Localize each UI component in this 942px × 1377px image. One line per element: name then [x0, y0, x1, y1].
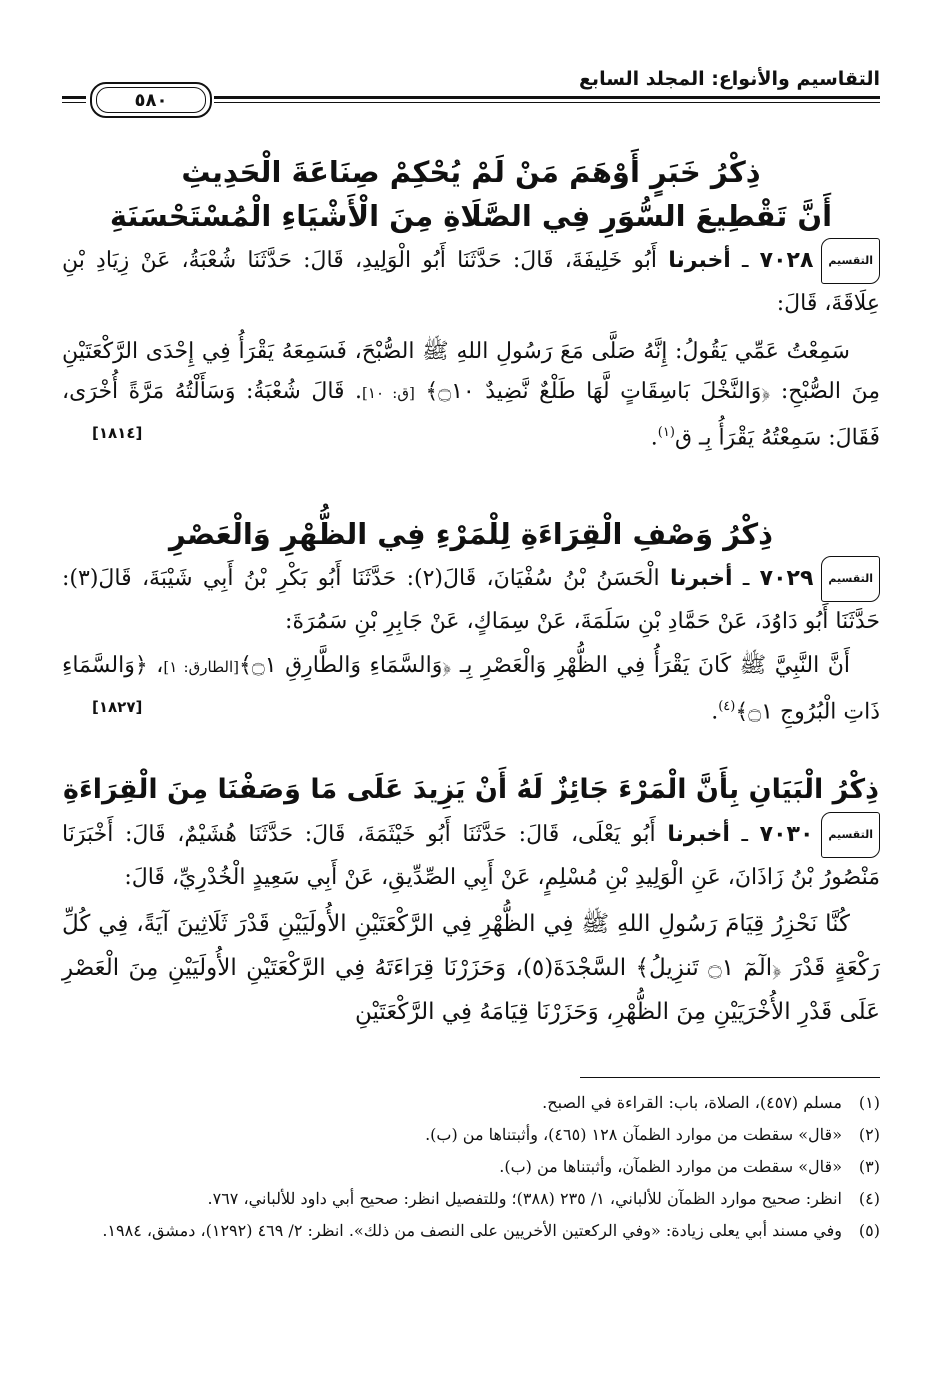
- footnote-item: [62, 1088, 880, 1118]
- section-heading-line: ذِكْرُ الْبَيَانِ بِأَنَّ الْمَرْءَ جَائِزٌ لَهُ أَنْ يَزِيدَ عَلَى مَا وَصَفْنَا مِنَ الْقِرَاءَةِ: [63, 774, 879, 805]
- running-title: التقاسيم والأنواع: المجلد السابع: [578, 68, 880, 90]
- footnote-number: (٢): [858, 1125, 880, 1144]
- footnote-separator: [580, 1077, 880, 1078]
- header-rule-thick: [214, 96, 880, 99]
- footnotes: [62, 1088, 880, 1248]
- section-1: [62, 150, 880, 458]
- footnote-item: [62, 1184, 880, 1214]
- taqsim-marker: التقسيم: [821, 238, 880, 284]
- verse-reference: [الطارق: ١]: [163, 658, 239, 676]
- section-3: [62, 768, 880, 1034]
- footnote-number: (٥): [858, 1221, 880, 1240]
- akhbarana-word: أخبرنا: [667, 822, 730, 847]
- header-rule-left-thin: [62, 102, 86, 103]
- section-heading-line: ذِكْرُ خَبَرٍ أَوْهَمَ مَنْ لَمْ يُحْكِمْ صِنَاعَةَ الْحَدِيثِ: [181, 155, 761, 189]
- page-header: [62, 62, 880, 118]
- matn-text: أَنَّ النَّبِيَّ ﷺ كَانَ يَقْرَأُ فِي الظُّهْرِ وَالْعَصْرِ بِـ ﴿وَالسَّمَاءِ وَالطَّارِقِ ۝١﴾: [238, 653, 850, 678]
- hadith-isnad: التقسيم٧٠٢٨ ـ أخبرنا أَبُو خَلِيفَةَ، قَالَ: حَدَّثَنَا أَبُو الْوَلِيدِ، قَالَ: حَدَّثَنَا شُعْبَةُ، عَنْ زِيَادِ بْنِ عِلَاقَةَ، قَالَ:: [62, 238, 880, 324]
- footnote-number: (٤): [858, 1189, 880, 1208]
- verse-reference: [ق: ١٠]: [362, 384, 415, 402]
- footnote-item: [62, 1120, 880, 1150]
- section-heading-line: ذِكْرُ وَصْفِ الْقِرَاءَةِ لِلْمَرْءِ فِي الظُّهْرِ وَالْعَصْرِ: [168, 517, 774, 551]
- hadith-number: ٧٠٢٩: [759, 566, 814, 591]
- akhbarana-word: أخبرنا: [669, 566, 733, 591]
- isnad-text: أَبُو خَلِيفَةَ، قَالَ: حَدَّثَنَا أَبُو الْوَلِيدِ، قَالَ: حَدَّثَنَا شُعْبَةُ، عَنْ زِيَادِ بْنِ عِلَاقَةَ، قَالَ:: [62, 248, 880, 316]
- taqsim-marker: التقسيم: [821, 812, 880, 858]
- section-heading-line: أَنَّ تَقْطِيعَ السُّوَرِ فِي الصَّلَاةِ مِنَ الْأَشْيَاءِ الْمُسْتَحْسَنَةِ: [109, 199, 833, 233]
- matn-text: سَمِعْتُ عَمِّي يَقُولُ: إِنَّهُ صَلَّى مَعَ رَسُولِ اللهِ ﷺ الصُّبْحَ، فَسَمِعَهُ يَقْرَأُ فِي إِحْدَى الرَّكْعَتَيْنِ مِنَ الصُّبْحِ: ﴿وَالنَّخْلَ بَاسِقَاتٍ لَّهَا طَلْعٌ نَّضِيدٌ ۝١٠﴾: [62, 339, 881, 404]
- footnote-item: [62, 1216, 880, 1246]
- footnote-mark: (٤): [718, 699, 736, 714]
- hadith-matn: أَنَّ النَّبِيَّ ﷺ كَانَ يَقْرَأُ فِي الظُّهْرِ وَالْعَصْرِ بِـ ﴿وَالسَّمَاءِ وَالطَّارِقِ ۝١﴾[الطارق: ١]، ﴿وَالسَّمَاءِ ذَاتِ الْبُرُوجِ ۝١﴾$^{(٤)}$. [١٨٢٧]: [62, 646, 880, 732]
- akhbarana-word: أخبرنا: [668, 248, 731, 273]
- hadith-isnad: التقسيم٧٠٣٠ ـ أخبرنا أَبُو يَعْلَى، قَالَ: حَدَّثَنَا أَبُو خَيْثَمَةَ، قَالَ: حَدَّثَنَا هُشَيْمٌ، قَالَ: أَخْبَرَنَا مَنْصُورُ بْنُ زَاذَانَ، عَنِ الْوَلِيدِ بْنِ مُسْلِمٍ، عَنْ أَبِي الصِّدِّيقِ، عَنْ أَبِي سَعِيدٍ الْخُدْرِيِّ، قَالَ:: [62, 812, 880, 898]
- taqsim-marker: التقسيم: [821, 556, 880, 602]
- footnote-text: انظر: صحيح موارد الظمآن للألباني، ١/ ٢٣٥ (٣٨٨)؛ وللتفصيل انظر: صحيح أبي داود للألباني، ٧٦٧.: [207, 1189, 842, 1208]
- hadith-matn: سَمِعْتُ عَمِّي يَقُولُ: إِنَّهُ صَلَّى مَعَ رَسُولِ اللهِ ﷺ الصُّبْحَ، فَسَمِعَهُ يَقْرَأُ فِي إِحْدَى الرَّكْعَتَيْنِ مِنَ الصُّبْحِ: ﴿وَالنَّخْلَ بَاسِقَاتٍ لَّهَا طَلْعٌ نَّضِيدٌ ۝١٠﴾ [ق: ١٠]. قَالَ شُعْبَةُ: وَسَأَلْتُهُ مَرَّةً أُخْرَى، فَقَالَ: سَمِعْتُهُ يَقْرَأُ بِـ ق$^{(١)}$. [١٨١٤]: [62, 332, 880, 458]
- footnote-text: وفي مسند أبي يعلى زيادة: «وفي الركعتين الأخريين على النصف من ذلك». انظر: ٢/ ٤٦٩ (١٢٩٢)، دمشق، ١٩٨٤.: [102, 1221, 842, 1240]
- footnote-number: (٣): [858, 1157, 880, 1176]
- header-rule-left-thick: [62, 96, 86, 99]
- matn-tail: ، ﴿وَالسَّمَاءِ ذَاتِ الْبُرُوجِ ۝١﴾: [62, 653, 880, 725]
- section-2: [62, 512, 880, 732]
- footnote-text: «قال» سقطت من موارد الظمآن ١٢٨ (٤٦٥)، وأثبتناها من (ب).: [425, 1125, 842, 1144]
- isnad-text: الْحَسَنُ بْنُ سُفْيَانَ، قَالَ(٢): حَدَّثَنَا أَبُو بَكْرِ بْنُ أَبِي شَيْبَةَ، قَالَ(٣): حَدَّثَنَا أَبُو دَاوُدَ، عَنْ حَمَّادِ بْنِ سَلَمَةَ، عَنْ سِمَاكٍ، عَنْ جَابِرِ بْنِ سَمُرَةَ:: [62, 566, 880, 634]
- footnote-text: مسلم (٤٥٧)، الصلاة، باب: القراءة في الصبح.: [542, 1093, 842, 1112]
- reference-number: [١٨٢٧]: [92, 698, 143, 716]
- footnote-number: (١): [858, 1093, 880, 1112]
- matn-tail: . قَالَ شُعْبَةُ: وَسَأَلْتُهُ مَرَّةً أُخْرَى، فَقَالَ: سَمِعْتُهُ يَقْرَأُ بِـ ق: [62, 379, 880, 451]
- isnad-text: أَبُو يَعْلَى، قَالَ: حَدَّثَنَا أَبُو خَيْثَمَةَ، قَالَ: حَدَّثَنَا هُشَيْمٌ، قَالَ: أَخْبَرَنَا مَنْصُورُ بْنُ زَاذَانَ، عَنِ الْوَلِيدِ بْنِ مُسْلِمٍ، عَنْ أَبِي الصِّدِّيقِ، عَنْ أَبِي سَعِيدٍ الْخُدْرِيِّ، قَالَ:: [62, 822, 880, 890]
- footnote-mark: (١): [657, 425, 675, 440]
- footnote-item: [62, 1152, 880, 1182]
- page-number-frame: [90, 82, 212, 118]
- header-rule-thin: [214, 102, 880, 103]
- hadith-number: ٧٠٣٠: [759, 822, 814, 847]
- hadith-isnad: التقسيم٧٠٢٩ ـ أخبرنا الْحَسَنُ بْنُ سُفْيَانَ، قَالَ(٢): حَدَّثَنَا أَبُو بَكْرِ بْنُ أَبِي شَيْبَةَ، قَالَ(٣): حَدَّثَنَا أَبُو دَاوُدَ، عَنْ حَمَّادِ بْنِ سَلَمَةَ، عَنْ سِمَاكٍ، عَنْ جَابِرِ بْنِ سَمُرَةَ:: [62, 556, 880, 642]
- footnote-text: «قال» سقطت من موارد الظمآن، وأثبتناها من (ب).: [499, 1157, 842, 1176]
- reference-number: [١٨١٤]: [92, 424, 143, 442]
- page-number: ٥٨٠: [96, 87, 206, 113]
- hadith-number: ٧٠٢٨: [759, 248, 814, 273]
- hadith-matn: كُنَّا نَحْزِرُ قِيَامَ رَسُولِ اللهِ ﷺ فِي الظُّهْرِ فِي الرَّكْعَتَيْنِ الأُولَيَيْنِ قَدْرَ ثَلَاثِينَ آيَةً، فِي كُلِّ رَكْعَةٍ قَدْرَ ﴿الٓمٓ ۝١ تَنزِيلُ﴾ السَّجْدَةَ(٥)، وَحَزَرْنَا قِرَاءَتَهُ فِي الرَّكْعَتَيْنِ الأُولَيَيْنِ مِنَ الْعَصْرِ عَلَى قَدْرِ الأُخْرَيَيْنِ مِنَ الظُّهْرِ، وَحَزَرْنَا قِيَامَهُ فِي الرَّكْعَتَيْنِ: [62, 911, 880, 1025]
